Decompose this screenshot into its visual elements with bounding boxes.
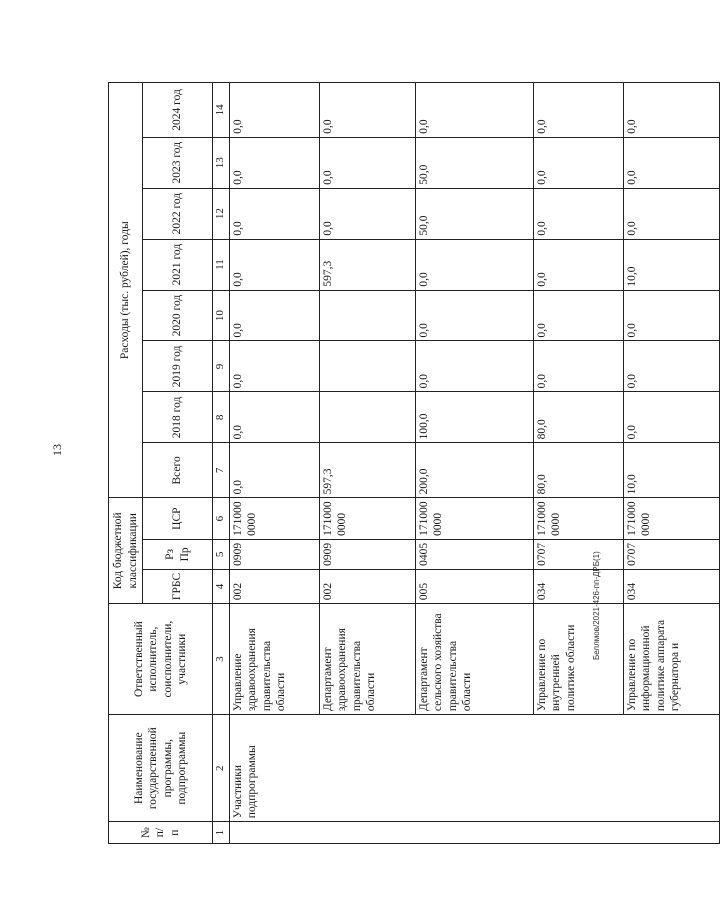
cell-grbs: 002	[320, 569, 416, 603]
cell-y2020	[320, 290, 416, 341]
cell-rzpr: 0405	[416, 539, 534, 569]
header-2024: 2024 год	[143, 83, 213, 138]
cell-y2022: 0,0	[230, 188, 320, 239]
cell-y2021: 0,0	[416, 239, 534, 290]
cell-grbs: 034	[624, 569, 720, 603]
cell-y2024: 0,0	[230, 83, 320, 138]
cell-rzpr: 0909	[320, 539, 416, 569]
executor-cell: Департамент здравоохранения правительства области	[320, 604, 416, 715]
index-cell: 7	[213, 443, 230, 498]
cell-y2021: 597,3	[320, 239, 416, 290]
cell-y2023: 0,0	[230, 137, 320, 188]
index-cell: 14	[213, 83, 230, 138]
header-total: Всего	[143, 443, 213, 498]
header-grbs: ГРБС	[143, 569, 213, 603]
cell-y2018: 80,0	[534, 392, 624, 443]
cell-y2019: 0,0	[230, 341, 320, 392]
cell-y2018: 0,0	[230, 392, 320, 443]
cell-y2024: 0,0	[320, 83, 416, 138]
header-rzpr: Рз Пр	[143, 539, 213, 569]
header-name: Наименование государственной программы, подпрограммы	[109, 715, 213, 822]
cell-y2020: 0,0	[230, 290, 320, 341]
header-executor: Ответственный исполнитель, соисполнители, участники	[109, 604, 213, 715]
cell-y2021: 0,0	[534, 239, 624, 290]
cell-y2019: 0,0	[624, 341, 720, 392]
index-cell: 3	[213, 604, 230, 715]
executor-cell: Управление по информационной политике аппарата губернатора и	[624, 604, 720, 715]
header-2018: 2018 год	[143, 392, 213, 443]
cell-y2023: 0,0	[320, 137, 416, 188]
header-2021: 2021 год	[143, 239, 213, 290]
cell-grbs: 005	[416, 569, 534, 603]
cell-y2022: 0,0	[534, 188, 624, 239]
footer-code: Беллмов/2021-426-пп-ДРБ(1)	[592, 551, 601, 660]
cell-csr: 171000 0000	[534, 498, 624, 540]
cell-y2020: 0,0	[624, 290, 720, 341]
cell-y2024: 0,0	[534, 83, 624, 138]
index-cell: 12	[213, 188, 230, 239]
row-num-cell	[230, 822, 720, 844]
header-2023: 2023 год	[143, 137, 213, 188]
cell-total: 597,3	[320, 443, 416, 498]
cell-y2024: 0,0	[416, 83, 534, 138]
cell-csr: 171000 0000	[320, 498, 416, 540]
cell-total: 200,0	[416, 443, 534, 498]
header-2020: 2020 год	[143, 290, 213, 341]
cell-rzpr: 0707	[534, 539, 624, 569]
cell-y2020: 0,0	[534, 290, 624, 341]
cell-y2021: 0,0	[230, 239, 320, 290]
index-cell: 10	[213, 290, 230, 341]
cell-y2023: 0,0	[534, 137, 624, 188]
executor-cell: Управление по внутренней политике области	[534, 604, 624, 715]
cell-csr: 171000 0000	[624, 498, 720, 540]
cell-y2023: 50,0	[416, 137, 534, 188]
header-num: № п/п	[109, 822, 213, 844]
cell-y2019	[320, 341, 416, 392]
cell-rzpr: 0707	[624, 539, 720, 569]
index-cell: 6	[213, 498, 230, 540]
index-cell: 5	[213, 539, 230, 569]
table-row	[230, 83, 320, 844]
index-cell: 1	[213, 822, 230, 844]
page-number: 13	[50, 444, 64, 456]
cell-csr: 171000 0000	[230, 498, 320, 540]
cell-total: 80,0	[534, 443, 624, 498]
header-2019: 2019 год	[143, 341, 213, 392]
cell-y2024: 0,0	[624, 83, 720, 138]
cell-y2020: 0,0	[416, 290, 534, 341]
cell-y2022: 50,0	[416, 188, 534, 239]
index-cell: 8	[213, 392, 230, 443]
header-csr: ЦСР	[143, 498, 213, 540]
header-expenses: Расходы (тыс. рублей), годы	[109, 83, 143, 498]
cell-y2018	[320, 392, 416, 443]
header-2022: 2022 год	[143, 188, 213, 239]
header-budget-code: Код бюджетной классификации	[109, 498, 143, 604]
column-index-row	[213, 83, 230, 844]
index-cell: 9	[213, 341, 230, 392]
expenses-table	[108, 82, 720, 844]
cell-y2019: 0,0	[534, 341, 624, 392]
cell-y2018: 0,0	[624, 392, 720, 443]
cell-rzpr: 0909	[230, 539, 320, 569]
index-cell: 4	[213, 569, 230, 603]
index-cell: 13	[213, 137, 230, 188]
cell-grbs: 002	[230, 569, 320, 603]
cell-csr: 171000 0000	[416, 498, 534, 540]
table-body	[230, 83, 720, 844]
subprogram-participants-cell: Участники подпрограммы	[230, 715, 720, 822]
cell-y2023: 0,0	[624, 137, 720, 188]
cell-y2021: 10,0	[624, 239, 720, 290]
index-cell: 11	[213, 239, 230, 290]
cell-total: 0,0	[230, 443, 320, 498]
index-cell: 2	[213, 715, 230, 822]
cell-y2019: 0,0	[416, 341, 534, 392]
executor-cell: Управление здравоохранения правительства области	[230, 604, 320, 715]
executor-cell: Департамент сельского хозяйства правительства области	[416, 604, 534, 715]
cell-grbs: 034	[534, 569, 624, 603]
cell-y2022: 0,0	[320, 188, 416, 239]
cell-total: 10,0	[624, 443, 720, 498]
cell-y2018: 100,0	[416, 392, 534, 443]
cell-y2022: 0,0	[624, 188, 720, 239]
